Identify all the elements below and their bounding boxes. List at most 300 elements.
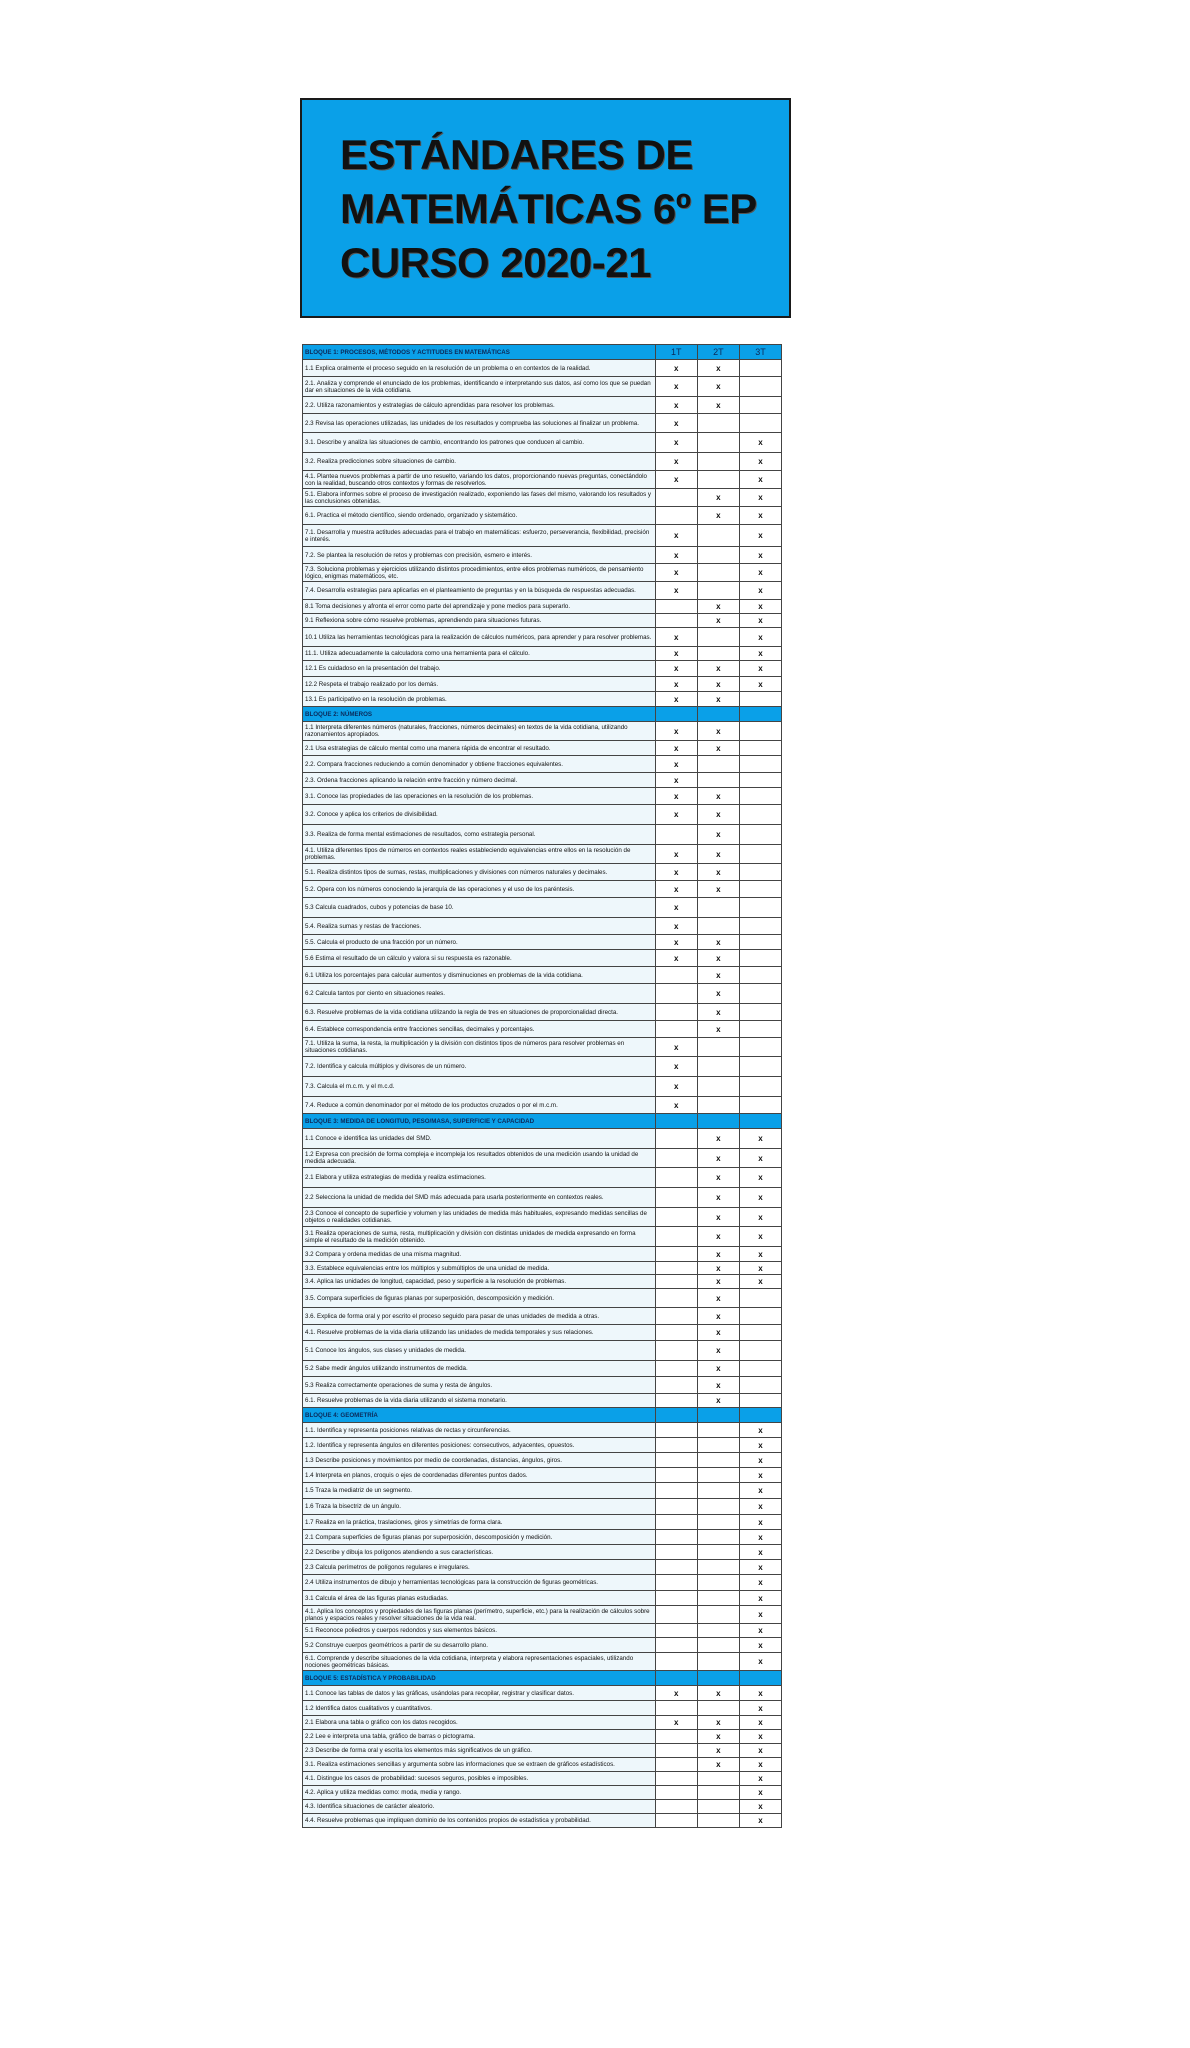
term-mark-1 (655, 984, 697, 1004)
term-mark-1 (655, 825, 697, 845)
standard-description: 2.2. Compara fracciones reduciendo a común denominador y obtiene fracciones equivalentes. (303, 756, 656, 773)
table-row (303, 1208, 782, 1227)
term-mark-2 (697, 1499, 739, 1515)
term-mark-2 (697, 1786, 739, 1800)
term-mark-1: x (655, 773, 697, 788)
table-row (303, 864, 782, 881)
table-row (303, 805, 782, 825)
table-row (303, 741, 782, 756)
term-mark-3 (739, 414, 781, 433)
term-mark-2: x (697, 1758, 739, 1772)
standard-description: 5.4. Realiza sumas y restas de fracciones. (303, 918, 656, 935)
table-row (303, 788, 782, 805)
term-mark-1 (655, 507, 697, 525)
standard-description: 3.2. Conoce y aplica los criterios de divisibilidad. (303, 805, 656, 825)
term-mark-3: x (739, 1638, 781, 1653)
term-header-2: 2T (697, 345, 739, 360)
term-header-1 (655, 1408, 697, 1423)
standard-description: 2.2 Describe y dibuja los polígonos atendiendo a sus características. (303, 1545, 656, 1560)
table-row (303, 722, 782, 741)
standard-description: 7.3. Calcula el m.c.m. y el m.c.d. (303, 1077, 656, 1097)
term-mark-2: x (697, 1004, 739, 1021)
table-row (303, 1262, 782, 1275)
standard-description: 3.2. Realiza predicciones sobre situaciones de cambio. (303, 453, 656, 471)
table-row (303, 1057, 782, 1077)
term-header-3 (739, 1114, 781, 1129)
term-mark-2 (697, 1077, 739, 1097)
term-mark-1 (655, 1483, 697, 1499)
term-mark-2: x (697, 1308, 739, 1325)
table-row (303, 1606, 782, 1624)
term-mark-2 (697, 1638, 739, 1653)
term-mark-3: x (739, 1149, 781, 1168)
standard-description: 5.1. Elabora informes sobre el proceso de investigación realizado, exponiendo las fases del mismo, valorando los resultados y las conclusiones obtenidas. (303, 489, 656, 507)
term-mark-1 (655, 967, 697, 984)
table-row (303, 1021, 782, 1038)
term-mark-2 (697, 471, 739, 489)
term-mark-3 (739, 1097, 781, 1114)
term-mark-1 (655, 1262, 697, 1275)
term-mark-2: x (697, 805, 739, 825)
table-row (303, 628, 782, 647)
term-mark-3 (739, 692, 781, 707)
term-mark-1: x (655, 628, 697, 647)
table-row (303, 1308, 782, 1325)
standard-description: 5.5. Calcula el producto de una fracción por un número. (303, 935, 656, 950)
term-mark-2 (697, 1453, 739, 1468)
term-header-2 (697, 707, 739, 722)
table-row (303, 507, 782, 525)
standard-description: 3.2 Compara y ordena medidas de una misma magnitud. (303, 1247, 656, 1262)
term-mark-3: x (739, 1575, 781, 1591)
standard-description: 2.2 Selecciona la unidad de medida del SMD más adecuada para usarla posteriormente en contextos reales. (303, 1188, 656, 1208)
table-row (303, 1686, 782, 1701)
table-row (303, 564, 782, 582)
term-mark-1 (655, 1247, 697, 1262)
term-mark-3: x (739, 1624, 781, 1638)
term-mark-1 (655, 1701, 697, 1716)
term-mark-1: x (655, 433, 697, 453)
table-row (303, 647, 782, 661)
term-mark-3 (739, 898, 781, 918)
standard-description: 13.1 Es participativo en la resolución de problemas. (303, 692, 656, 707)
standard-description: 7.2. Identifica y calcula múltiplos y divisores de un número. (303, 1057, 656, 1077)
term-mark-1 (655, 1021, 697, 1038)
term-mark-3: x (739, 507, 781, 525)
term-mark-1 (655, 1468, 697, 1483)
table-row (303, 1129, 782, 1149)
table-row (303, 453, 782, 471)
term-mark-3 (739, 1057, 781, 1077)
term-mark-2: x (697, 864, 739, 881)
term-mark-1: x (655, 845, 697, 864)
term-mark-2 (697, 547, 739, 564)
term-mark-2 (697, 1545, 739, 1560)
table-row (303, 898, 782, 918)
standard-description: 5.2 Construye cuerpos geométricos a partir de su desarrollo plano. (303, 1638, 656, 1653)
term-mark-3: x (739, 677, 781, 692)
term-mark-2 (697, 756, 739, 773)
term-mark-3: x (739, 1188, 781, 1208)
term-mark-1: x (655, 1077, 697, 1097)
term-mark-2: x (697, 950, 739, 967)
standard-description: 11.1. Utiliza adecuadamente la calculadora como una herramienta para el cálculo. (303, 647, 656, 661)
table-row (303, 1591, 782, 1606)
term-mark-2 (697, 898, 739, 918)
term-mark-2 (697, 1515, 739, 1530)
term-mark-1 (655, 1208, 697, 1227)
term-mark-1 (655, 1800, 697, 1814)
table-row (303, 967, 782, 984)
term-mark-1 (655, 1591, 697, 1606)
term-mark-2: x (697, 741, 739, 756)
standard-description: 4.1. Resuelve problemas de la vida diaria utilizando las unidades de medida temporales y sus relaciones. (303, 1325, 656, 1341)
table-row (303, 1624, 782, 1638)
term-mark-3: x (739, 1758, 781, 1772)
term-mark-1 (655, 1730, 697, 1744)
block-header (303, 707, 782, 722)
block-title: BLOQUE 4: GEOMETRÍA (303, 1408, 656, 1423)
term-mark-2: x (697, 1361, 739, 1377)
term-mark-3 (739, 1341, 781, 1361)
term-mark-2: x (697, 722, 739, 741)
term-header-3 (739, 1671, 781, 1686)
term-mark-3: x (739, 1168, 781, 1188)
term-mark-2: x (697, 377, 739, 397)
term-mark-3 (739, 1289, 781, 1308)
standard-description: 1.6 Traza la bisectriz de un ángulo. (303, 1499, 656, 1515)
standard-description: 2.3. Ordena fracciones aplicando la relación entre fracción y número decimal. (303, 773, 656, 788)
term-mark-3: x (739, 1606, 781, 1624)
standard-description: 1.2 Identifica datos cualitativos y cuantitativos. (303, 1701, 656, 1716)
term-mark-1: x (655, 647, 697, 661)
table-row (303, 1653, 782, 1671)
table-row (303, 1188, 782, 1208)
term-mark-1 (655, 1188, 697, 1208)
table-row (303, 1289, 782, 1308)
term-mark-3 (739, 918, 781, 935)
standard-description: 1.1. Identifica y representa posiciones relativas de rectas y circunferencias. (303, 1423, 656, 1438)
term-mark-2 (697, 1814, 739, 1828)
table-row (303, 1499, 782, 1515)
term-mark-3: x (739, 453, 781, 471)
term-mark-1 (655, 1227, 697, 1247)
term-mark-3 (739, 935, 781, 950)
term-header-1 (655, 707, 697, 722)
term-mark-2: x (697, 845, 739, 864)
term-mark-2 (697, 414, 739, 433)
term-mark-3: x (739, 628, 781, 647)
term-header-3 (739, 1408, 781, 1423)
term-mark-3 (739, 360, 781, 377)
standard-description: 5.1. Realiza distintos tipos de sumas, restas, multiplicaciones y divisiones con números naturales y decimales. (303, 864, 656, 881)
table-row (303, 1275, 782, 1289)
standard-description: 2.3 Calcula perímetros de polígonos regulares e irregulares. (303, 1560, 656, 1575)
table-row (303, 1638, 782, 1653)
term-mark-1 (655, 1341, 697, 1361)
term-mark-1: x (655, 1038, 697, 1057)
term-mark-2: x (697, 360, 739, 377)
standard-description: 3.1 Calcula el área de las figuras planas estudiadas. (303, 1591, 656, 1606)
term-mark-2: x (697, 397, 739, 414)
standard-description: 6.4. Establece correspondencia entre fracciones sencillas, decimales y porcentajes. (303, 1021, 656, 1038)
term-mark-1: x (655, 864, 697, 881)
term-mark-2: x (697, 1168, 739, 1188)
term-mark-3: x (739, 1499, 781, 1515)
standard-description: 7.2. Se plantea la resolución de retos y problemas con precisión, esmero e interés. (303, 547, 656, 564)
term-mark-1 (655, 1289, 697, 1308)
term-header-3: 3T (739, 345, 781, 360)
table-row (303, 582, 782, 600)
term-mark-3 (739, 756, 781, 773)
table-row (303, 1758, 782, 1772)
term-mark-1 (655, 1004, 697, 1021)
term-mark-2 (697, 433, 739, 453)
table-row (303, 1227, 782, 1247)
term-mark-3 (739, 881, 781, 898)
term-mark-2: x (697, 967, 739, 984)
term-mark-1: x (655, 677, 697, 692)
term-mark-3: x (739, 1423, 781, 1438)
block-title: BLOQUE 1: PROCESOS, MÉTODOS Y ACTITUDES EN MATEMÁTICAS (303, 345, 656, 360)
table-row (303, 360, 782, 377)
term-mark-2: x (697, 600, 739, 614)
block-title: BLOQUE 3: MEDIDA DE LONGITUD, PESO/MASA, SUPERFICIE Y CAPACIDAD (303, 1114, 656, 1129)
term-mark-2 (697, 1468, 739, 1483)
term-mark-3: x (739, 1800, 781, 1814)
term-mark-1 (655, 1772, 697, 1786)
standard-description: 3.3. Realiza de forma mental estimaciones de resultados, como estrategia personal. (303, 825, 656, 845)
term-mark-2: x (697, 1744, 739, 1758)
term-mark-2 (697, 1438, 739, 1453)
term-mark-3 (739, 1038, 781, 1057)
block-header (303, 1114, 782, 1129)
term-mark-2: x (697, 1289, 739, 1308)
term-mark-2 (697, 1423, 739, 1438)
term-mark-1: x (655, 661, 697, 677)
term-mark-1 (655, 1530, 697, 1545)
standard-description: 8.1 Toma decisiones y afronta el error como parte del aprendizaje y pone medios para superarlo. (303, 600, 656, 614)
standard-description: 3.5. Compara superficies de figuras planas por superposición, descomposición y medición. (303, 1289, 656, 1308)
term-mark-3 (739, 397, 781, 414)
term-mark-2: x (697, 1149, 739, 1168)
table-row (303, 377, 782, 397)
standard-description: 6.1. Resuelve problemas de la vida diaria utilizando el sistema monetario. (303, 1394, 656, 1408)
block-title: BLOQUE 2: NÚMEROS (303, 707, 656, 722)
term-mark-1 (655, 1575, 697, 1591)
standard-description: 4.1. Aplica los conceptos y propiedades de las figuras planas (perímetro, superficie, etc.) para la realización de cálculos sobre planos y espacios reales y resolver situaciones de la vida real. (303, 1606, 656, 1624)
term-mark-3: x (739, 1515, 781, 1530)
term-mark-3: x (739, 1483, 781, 1499)
term-mark-2 (697, 1800, 739, 1814)
term-mark-3 (739, 741, 781, 756)
term-mark-1: x (655, 881, 697, 898)
standard-description: 2.3 Describe de forma oral y escrita los elementos más significativos de un gráfico. (303, 1744, 656, 1758)
term-mark-1: x (655, 1716, 697, 1730)
standard-description: 1.5 Traza la mediatriz de un segmento. (303, 1483, 656, 1499)
table-row (303, 1394, 782, 1408)
table-row (303, 1716, 782, 1730)
standard-description: 1.1 Explica oralmente el proceso seguido en la resolución de un problema o en contextos de la realidad. (303, 360, 656, 377)
standard-description: 7.3. Soluciona problemas y ejercicios utilizando distintos procedimientos, entre ellos problemas numéricos, de pensamiento lógico, enigmas matemáticos, etc. (303, 564, 656, 582)
table-row (303, 756, 782, 773)
standard-description: 2.3 Conoce el concepto de superficie y volumen y las unidades de medida más habituales, expresando medidas sencillas de objetos o realidades cotidianas. (303, 1208, 656, 1227)
term-mark-3 (739, 1004, 781, 1021)
term-mark-2 (697, 582, 739, 600)
standard-description: 1.3 Describe posiciones y movimientos por medio de coordenadas, distancias, ángulos, giros. (303, 1453, 656, 1468)
term-mark-1 (655, 1758, 697, 1772)
title-banner (300, 98, 791, 318)
standard-description: 2.3 Revisa las operaciones utilizadas, las unidades de los resultados y comprueba las soluciones al finalizar un problema. (303, 414, 656, 433)
standard-description: 2.2 Lee e interpreta una tabla, gráfico de barras o pictograma. (303, 1730, 656, 1744)
term-mark-3: x (739, 1247, 781, 1262)
table-row (303, 825, 782, 845)
table-row (303, 950, 782, 967)
table-row (303, 1515, 782, 1530)
term-mark-2 (697, 1530, 739, 1545)
table-row (303, 414, 782, 433)
table-row (303, 1097, 782, 1114)
term-mark-1: x (655, 377, 697, 397)
term-mark-1: x (655, 1097, 697, 1114)
term-header-1 (655, 1671, 697, 1686)
term-mark-1: x (655, 547, 697, 564)
term-mark-1: x (655, 898, 697, 918)
table-row (303, 661, 782, 677)
term-mark-2: x (697, 692, 739, 707)
term-mark-1 (655, 1438, 697, 1453)
term-mark-3 (739, 1394, 781, 1408)
term-mark-2 (697, 1575, 739, 1591)
term-mark-2 (697, 1038, 739, 1057)
term-mark-3 (739, 1021, 781, 1038)
block-header (303, 1671, 782, 1686)
term-mark-3: x (739, 614, 781, 628)
term-mark-3: x (739, 547, 781, 564)
term-mark-2 (697, 564, 739, 582)
term-mark-1: x (655, 950, 697, 967)
standard-description: 7.1. Utiliza la suma, la resta, la multiplicación y la división con distintos tipos de números para resolver problemas en situaciones cotidianas. (303, 1038, 656, 1057)
term-mark-3 (739, 377, 781, 397)
term-mark-3: x (739, 433, 781, 453)
term-mark-2: x (697, 1325, 739, 1341)
standard-description: 6.2 Calcula tantos por ciento en situaciones reales. (303, 984, 656, 1004)
table-row (303, 489, 782, 507)
term-mark-1 (655, 1814, 697, 1828)
standard-description: 1.1 Conoce e identifica las unidades del SMD. (303, 1129, 656, 1149)
term-mark-2: x (697, 661, 739, 677)
term-mark-3: x (739, 1129, 781, 1149)
term-mark-2: x (697, 935, 739, 950)
term-mark-2 (697, 1606, 739, 1624)
term-mark-3: x (739, 1701, 781, 1716)
term-mark-3: x (739, 489, 781, 507)
standard-description: 7.4. Desarrolla estrategias para aplicarlas en el planteamiento de preguntas y en la búsqueda de respuestas adecuadas. (303, 582, 656, 600)
term-mark-2 (697, 1483, 739, 1499)
term-mark-3: x (739, 1591, 781, 1606)
term-mark-2 (697, 773, 739, 788)
table-row (303, 1530, 782, 1545)
term-mark-1: x (655, 525, 697, 547)
standard-description: 4.1. Plantea nuevos problemas a partir de uno resuelto, variando los datos, proporcionando nuevas preguntas, conectándolo con la realidad, buscando otros contextos y formas de resolverlos. (303, 471, 656, 489)
standard-description: 3.1. Realiza estimaciones sencillas y argumenta sobre las informaciones que se extraen de gráficos estadísticos. (303, 1758, 656, 1772)
term-mark-1 (655, 1394, 697, 1408)
term-mark-3 (739, 805, 781, 825)
term-mark-3 (739, 722, 781, 741)
term-mark-2: x (697, 1341, 739, 1361)
standard-description: 5.1 Reconoce poliedros y cuerpos redondos y sus elementos básicos. (303, 1624, 656, 1638)
term-mark-2 (697, 647, 739, 661)
term-mark-3: x (739, 1716, 781, 1730)
term-mark-1 (655, 1545, 697, 1560)
term-mark-1 (655, 1606, 697, 1624)
term-mark-3: x (739, 471, 781, 489)
term-mark-2: x (697, 1021, 739, 1038)
table-row (303, 1361, 782, 1377)
term-mark-3 (739, 984, 781, 1004)
term-mark-3: x (739, 1653, 781, 1671)
term-header-2 (697, 1114, 739, 1129)
term-mark-1 (655, 1325, 697, 1341)
table-row (303, 1744, 782, 1758)
block-header (303, 1408, 782, 1423)
table-row (303, 1038, 782, 1057)
term-mark-2: x (697, 1227, 739, 1247)
term-mark-2: x (697, 1247, 739, 1262)
standard-description: 2.4 Utiliza instrumentos de dibujo y herramientas tecnológicas para la construcción de figuras geométricas. (303, 1575, 656, 1591)
term-header-1 (655, 1114, 697, 1129)
standard-description: 1.1 Interpreta diferentes números (naturales, fracciones, números decimales) en textos de la vida cotidiana, utilizando razonamientos apropiados. (303, 722, 656, 741)
table-row (303, 600, 782, 614)
table-row (303, 773, 782, 788)
standard-description: 1.2 Expresa con precisión de forma compleja e incompleja los resultados obtenidos de una medición usando la unidad de medida adecuada. (303, 1149, 656, 1168)
term-mark-3 (739, 788, 781, 805)
table-row (303, 1786, 782, 1800)
term-mark-1: x (655, 414, 697, 433)
standard-description: 6.1. Practica el método científico, siendo ordenado, organizado y sistemático. (303, 507, 656, 525)
table-row (303, 881, 782, 898)
table-row (303, 614, 782, 628)
term-mark-3: x (739, 1686, 781, 1701)
term-mark-1 (655, 600, 697, 614)
term-mark-1: x (655, 692, 697, 707)
standard-description: 6.3. Resuelve problemas de la vida cotidiana utilizando la regla de tres en situaciones de proporcionalidad directa. (303, 1004, 656, 1021)
term-mark-3 (739, 950, 781, 967)
term-header-1: 1T (655, 345, 697, 360)
table-row (303, 1247, 782, 1262)
term-mark-3: x (739, 1262, 781, 1275)
term-mark-3: x (739, 1468, 781, 1483)
standard-description: 7.1. Desarrolla y muestra actitudes adecuadas para el trabajo en matemáticas: esfuerzo, perseverancia, flexibilidad, precisión e interés. (303, 525, 656, 547)
term-header-2 (697, 1671, 739, 1686)
term-mark-1 (655, 614, 697, 628)
term-mark-1 (655, 1423, 697, 1438)
term-mark-1 (655, 1638, 697, 1653)
term-mark-3: x (739, 1814, 781, 1828)
standard-description: 1.4 Interpreta en planos, croquis o ejes de coordenadas diferentes puntos dados. (303, 1468, 656, 1483)
standard-description: 2.1 Elabora una tabla o gráfico con los datos recogidos. (303, 1716, 656, 1730)
term-mark-3: x (739, 1772, 781, 1786)
table-row (303, 1468, 782, 1483)
term-mark-2 (697, 453, 739, 471)
table-row (303, 1701, 782, 1716)
table-row (303, 1377, 782, 1394)
term-mark-1 (655, 1515, 697, 1530)
term-mark-2 (697, 918, 739, 935)
term-mark-1 (655, 1653, 697, 1671)
term-mark-3 (739, 825, 781, 845)
term-mark-2: x (697, 825, 739, 845)
